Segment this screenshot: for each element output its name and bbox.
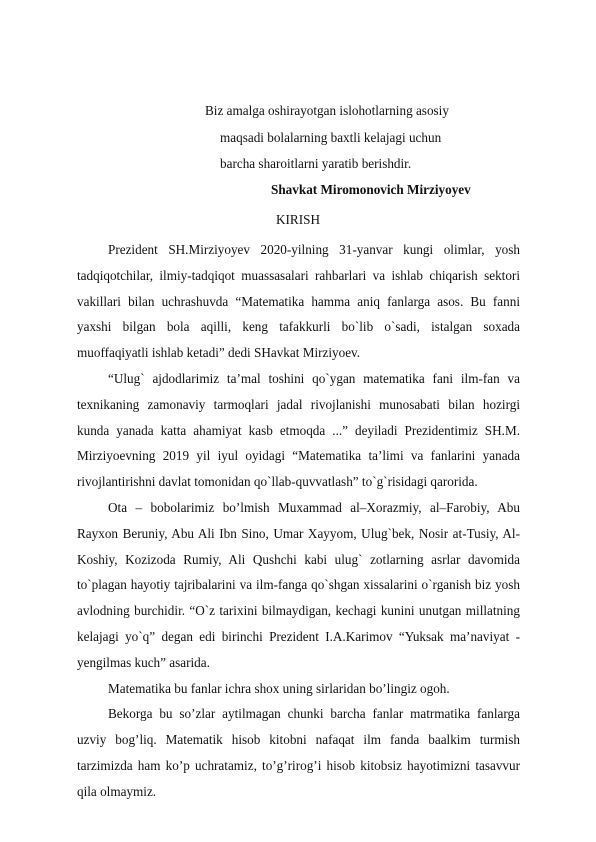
paragraph: Prezident SH.Mirziyoyev 2020-yilning 31-yanvar kungi olimlar, yosh tadqiqotchilar, ilmiy-tadqiqot muassasalari rahbarlari va ishlab chiqarish sektori vakillari bilan uchrashuvda “Matematika hamma aniq fanlarga asos. Bu fanni yaxshi bilgan bola aqilli, keng tafakkurli bo`lib o`sadi, istalgan soxada muoffaqiyatli ishlab ketadi” dedi SHavkat Mirziyoev. bbox=[77, 242, 520, 361]
section-heading: KIRISH bbox=[276, 212, 320, 227]
epigraph-line: barcha sharoitlarni yaratib berishdir. bbox=[220, 156, 412, 171]
epigraph-line: maqsadi bolalarning baxtli kelajagi uchun bbox=[220, 130, 442, 145]
body-text bbox=[77, 237, 520, 805]
epigraph-author: Shavkat Miromonovich Mirziyoyev bbox=[271, 182, 471, 197]
paragraph: Ota – bobolarimiz bo’lmish Muxammad al–Xorazmiy, al–Farobiy, Abu Rayxon Beruniy, Abu Ali Ibn Sino, Umar Xayyom, Ulug`bek, Nosir at-Tusiy, Al-Koshiy, Kozizoda Rumiy, Ali Qushchi kabi ulug` zotlarning asrlar davomida to`plagan hayotiy tajribalarini va ilm-fanga qo`shgan xissalarini o`rganish biz yosh avlodning burchidir. “O`z tarixini bilmaydigan, kechagi kunini unutgan millatning kelajagi yo`q” degan edi birinchi Prezident I.A.Karimov “Yuksak ma’naviyat - yengilmas kuch” asarida. bbox=[77, 499, 520, 670]
paragraph: “Ulug` ajdodlarimiz ta’mal toshini qo`ygan matematika fani ilm-fan va texnikaning zamonaviy tarmoqlari jadal rivojlanishi munosabati bilan hozirgi kunda yanada katta ahamiyat kasb etmoqda ...” deyiladi Prezidentimiz SH.M. Mirziyoevning 2019 yil iyul oyidagi “Matematika ta’limi va fanlarini yanada rivojlantirishni davlat tomonidan qo`llab-quvvatlash” to`g`risidagi qarorida. bbox=[77, 370, 520, 490]
epigraph-line: Biz amalga oshirayotgan islohotlarning asosiy bbox=[205, 103, 449, 118]
paragraph: Matematika bu fanlar ichra shox uning sirlaridan bo’lingiz ogoh. bbox=[108, 680, 450, 696]
paragraph: Bekorga bu so’zlar aytilmagan chunki barcha fanlar matrmatika fanlarga uzviy bog’liq. Matematik hisob kitobni nafaqat ilm fanda baalkim turmish tarzimizda ham ko’p uchratamiz, to’g’rirog’i hisob kitobsiz hayotimizni tasavvur qila olmaymiz. bbox=[77, 706, 520, 799]
